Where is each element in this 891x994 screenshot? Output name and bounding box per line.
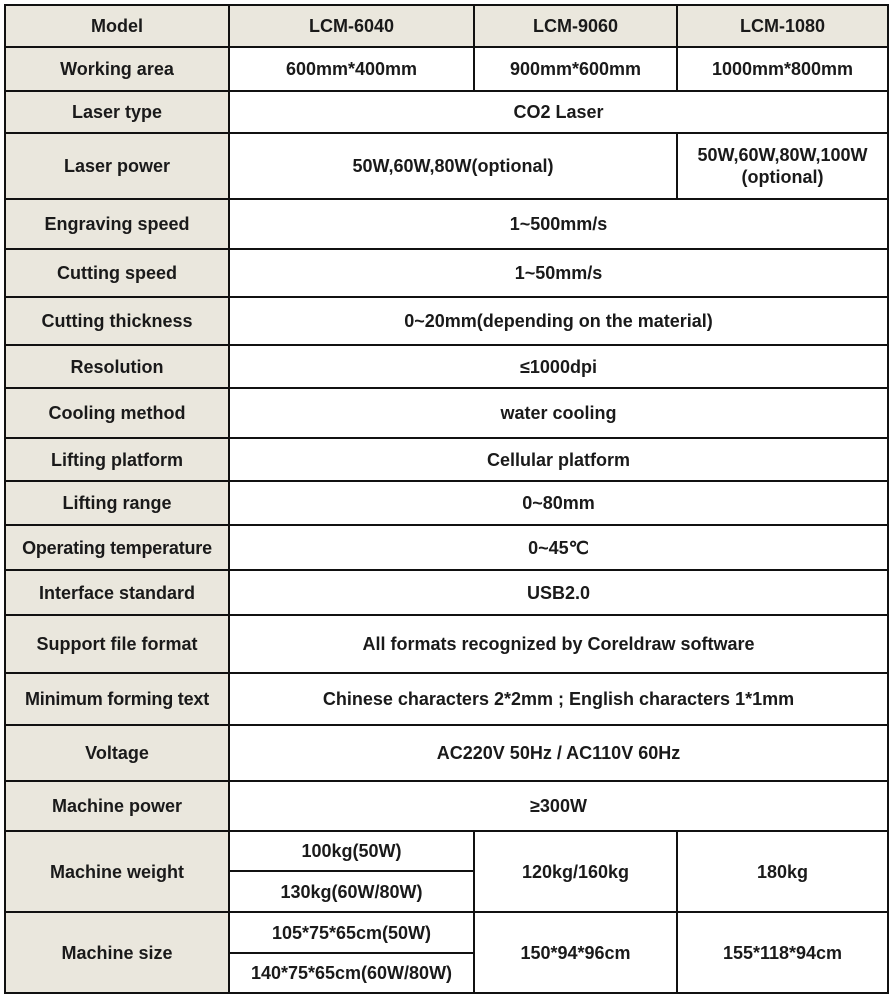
table-row — [5, 345, 888, 388]
spec-table — [4, 4, 889, 994]
table-row — [5, 831, 888, 871]
operating-temperature-label: Operating temperature — [5, 525, 229, 570]
laser-type-value: CO2 Laser — [229, 91, 888, 133]
working-area-6040: 600mm*400mm — [229, 47, 474, 91]
machine-power-value: ≥300W — [229, 781, 888, 831]
voltage-label: Voltage — [5, 725, 229, 781]
minimum-forming-text-value: Chinese characters 2*2mm ; English characters 1*1mm — [229, 673, 888, 725]
table-row — [5, 673, 888, 725]
cooling-method-label: Cooling method — [5, 388, 229, 438]
model-lcm-1080: LCM-1080 — [677, 5, 888, 47]
table-row — [5, 725, 888, 781]
table-row — [5, 438, 888, 481]
header-row — [5, 5, 888, 47]
lifting-platform-label: Lifting platform — [5, 438, 229, 481]
table-row — [5, 91, 888, 133]
laser-power-value-6040-9060: 50W,60W,80W(optional) — [229, 133, 677, 199]
machine-size-6040-60w-80w: 140*75*65cm(60W/80W) — [229, 953, 474, 993]
table-row — [5, 615, 888, 673]
table-row — [5, 249, 888, 297]
table-row — [5, 570, 888, 615]
working-area-9060: 900mm*600mm — [474, 47, 677, 91]
table-row — [5, 297, 888, 345]
machine-weight-6040-50w: 100kg(50W) — [229, 831, 474, 871]
interface-standard-label: Interface standard — [5, 570, 229, 615]
table-row — [5, 781, 888, 831]
machine-size-label: Machine size — [5, 912, 229, 993]
operating-temperature-value: 0~45℃ — [229, 525, 888, 570]
machine-weight-1080: 180kg — [677, 831, 888, 912]
machine-size-6040-50w: 105*75*65cm(50W) — [229, 912, 474, 953]
working-area-label: Working area — [5, 47, 229, 91]
laser-type-label: Laser type — [5, 91, 229, 133]
cutting-speed-label: Cutting speed — [5, 249, 229, 297]
table-row — [5, 199, 888, 249]
machine-weight-6040-60w-80w: 130kg(60W/80W) — [229, 871, 474, 912]
working-area-1080: 1000mm*800mm — [677, 47, 888, 91]
lifting-range-value: 0~80mm — [229, 481, 888, 525]
table-row — [5, 912, 888, 953]
machine-weight-9060: 120kg/160kg — [474, 831, 677, 912]
spec-table-wrapper — [4, 4, 889, 994]
cutting-thickness-label: Cutting thickness — [5, 297, 229, 345]
voltage-value: AC220V 50Hz / AC110V 60Hz — [229, 725, 888, 781]
table-row — [5, 133, 888, 199]
model-header: Model — [5, 5, 229, 47]
model-lcm-9060: LCM-9060 — [474, 5, 677, 47]
cutting-speed-value: 1~50mm/s — [229, 249, 888, 297]
machine-weight-label: Machine weight — [5, 831, 229, 912]
support-file-format-value: All formats recognized by Coreldraw software — [229, 615, 888, 673]
model-lcm-6040: LCM-6040 — [229, 5, 474, 47]
interface-standard-value: USB2.0 — [229, 570, 888, 615]
table-row — [5, 481, 888, 525]
laser-power-label: Laser power — [5, 133, 229, 199]
table-row — [5, 47, 888, 91]
machine-size-9060: 150*94*96cm — [474, 912, 677, 993]
machine-size-1080: 155*118*94cm — [677, 912, 888, 993]
table-row — [5, 388, 888, 438]
machine-power-label: Machine power — [5, 781, 229, 831]
resolution-label: Resolution — [5, 345, 229, 388]
laser-power-value-1080: 50W,60W,80W,100W (optional) — [677, 133, 888, 199]
lifting-platform-value: Cellular platform — [229, 438, 888, 481]
engraving-speed-label: Engraving speed — [5, 199, 229, 249]
cooling-method-value: water cooling — [229, 388, 888, 438]
resolution-value: ≤1000dpi — [229, 345, 888, 388]
cutting-thickness-value: 0~20mm(depending on the material) — [229, 297, 888, 345]
minimum-forming-text-label: Minimum forming text — [5, 673, 229, 725]
table-row — [5, 525, 888, 570]
lifting-range-label: Lifting range — [5, 481, 229, 525]
support-file-format-label: Support file format — [5, 615, 229, 673]
engraving-speed-value: 1~500mm/s — [229, 199, 888, 249]
